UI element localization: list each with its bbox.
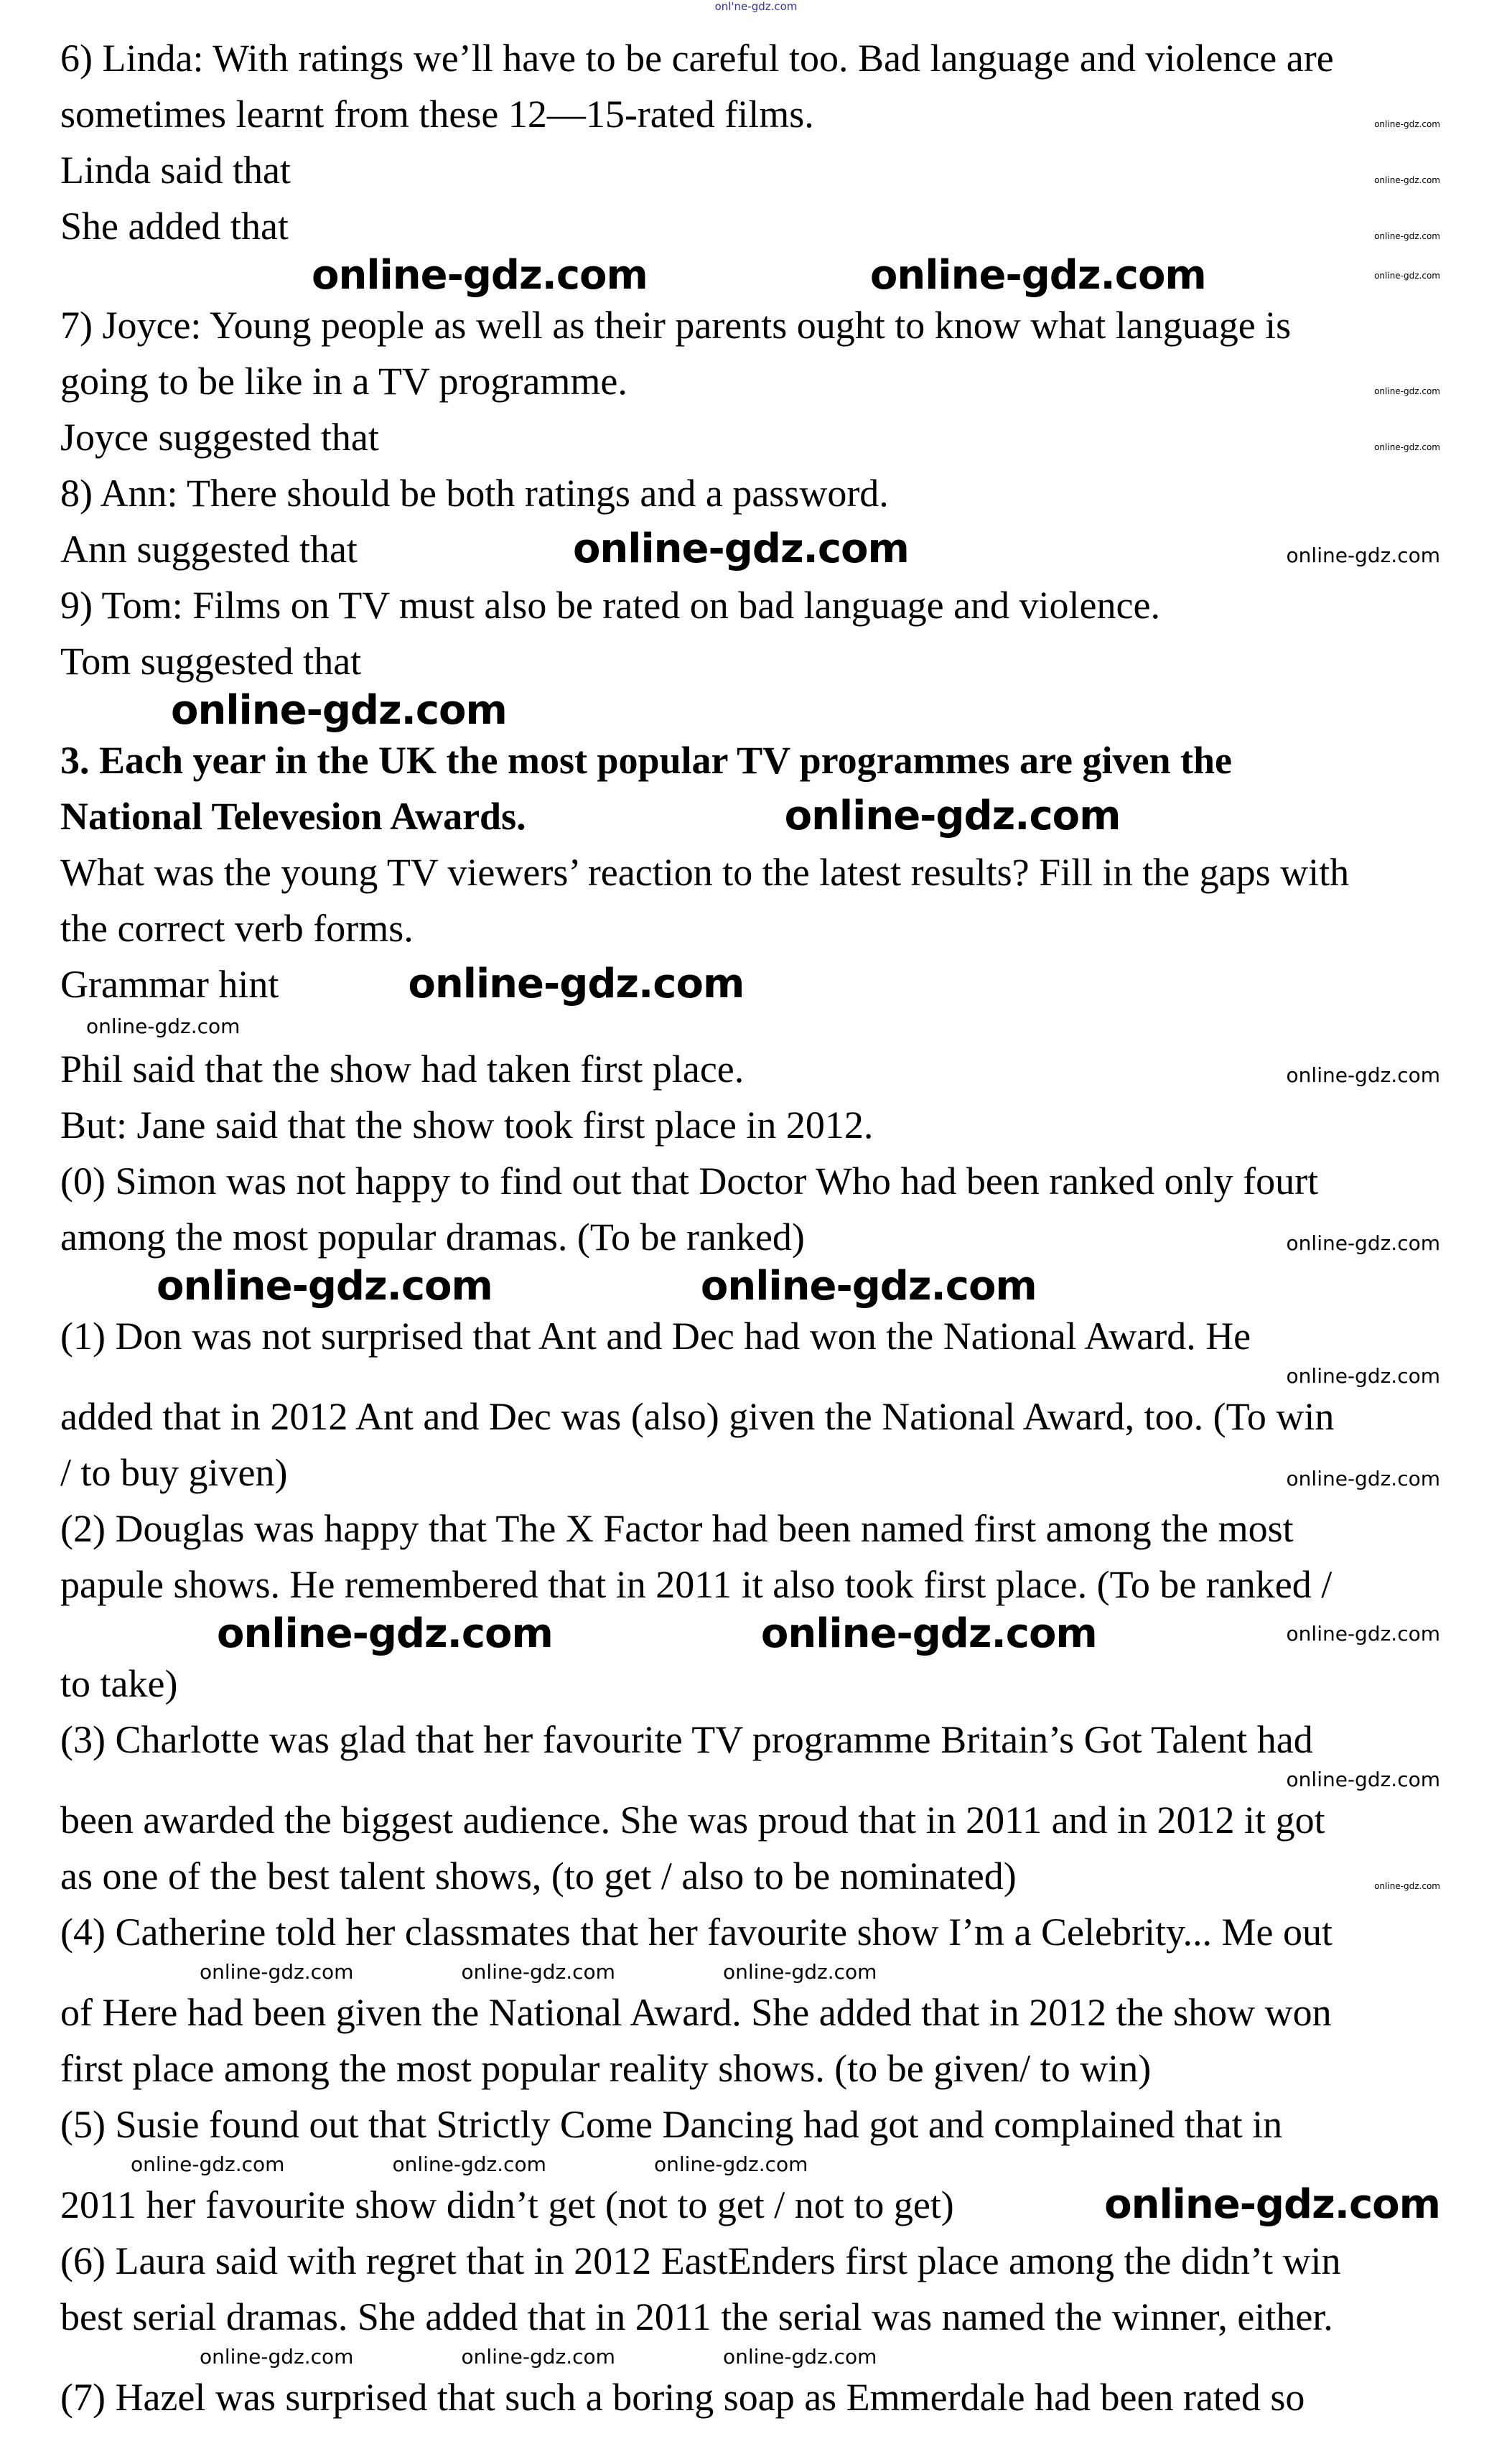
watermark: online-gdz.com [1286,1768,1440,1791]
ex3-item-2-line-1: (2) Douglas was happy that The X Factor had been named first among the most [60,1507,1294,1550]
row [0,1656,1512,1712]
watermark-row [0,689,1512,732]
ex3-item-5-line-2: 2011 her favourite show didn’t get (not to get / not to get) [60,2183,954,2226]
grammar-hint-label: Grammar hint [60,963,279,1006]
watermark: online-gdz.com [1374,231,1440,241]
ex3-item-6-line-2: best serial dramas. She added that in 2011 the serial was named the winner, either. [60,2295,1333,2338]
watermark: online-gdz.com [1286,1364,1440,1388]
watermark: online-gdz.com [1286,1622,1440,1646]
watermark: online-gdz.com [1374,442,1440,452]
hint-example-2: But: Jane said that the show took first place in 2012. [60,1104,874,1147]
watermark: online-gdz.com [217,1610,553,1657]
row [0,2177,1512,2233]
watermark: online-gdz.com [784,793,1121,839]
row [0,86,1512,142]
row [0,521,1512,577]
ex3-item-1-line-3: / to buy given) [60,1451,288,1494]
row [0,1557,1512,1613]
watermark: online-gdz.com [461,1960,615,1984]
row [0,1445,1512,1501]
row [0,956,1512,1012]
watermark: online-gdz.com [1374,386,1440,396]
item-6-prompt-2: She added that [60,205,289,248]
watermark: online-gdz.com [461,2345,615,2369]
ex3-item-4-line-2: of Here had been given the National Award. She added that in 2012 the show won [60,1991,1332,2034]
watermark: online-gdz.com [1374,271,1440,281]
watermark-row [0,1768,1512,1792]
row [0,30,1512,86]
row [0,2040,1512,2096]
watermark-row [0,1265,1512,1308]
watermark-row [0,1364,1512,1389]
watermark: online-gdz.com [1286,1063,1440,1087]
watermark: online-gdz.com [653,2152,808,2176]
row [0,1792,1512,1848]
row [0,633,1512,689]
ex3-item-2-line-2: papule shows. He remembered that in 2011 it also took first place. (To be ranked / [60,1563,1333,1606]
watermark: online-gdz.com [760,1610,1097,1657]
watermark: online-gdz.com [1104,2181,1440,2228]
hint-example-1: Phil said that the show had taken first place. [60,1048,745,1091]
row [0,1209,1512,1265]
watermark-row [0,1610,1512,1657]
row [0,844,1512,900]
row [0,2096,1512,2152]
ex3-item-6-line-1: (6) Laura said with regret that in 2012 EastEnders first place among the didn’t win [60,2239,1341,2282]
item-7-line-2: going to be like in a TV programme. [60,360,627,403]
row [0,142,1512,198]
watermark: online-gdz.com [700,1263,1037,1310]
watermark-row [0,2152,1512,2177]
row [0,1712,1512,1768]
row [0,1501,1512,1557]
row [0,409,1512,465]
ex3-item-1-line-1: (1) Don was not surprised that Ant and Dec had won the National Award. He [60,1315,1251,1358]
row [0,1848,1512,1904]
row [0,198,1512,254]
ex3-item-3-line-1: (3) Charlotte was glad that her favourite TV programme Britain’s Got Talent had [60,1718,1313,1761]
exercise-3-instruction-line-2: the correct verb forms. [60,907,414,950]
item-9-line-1: 9) Tom: Films on TV must also be rated on bad language and violence. [60,584,1160,627]
item-6-line-1: 6) Linda: With ratings we’ll have to be careful too. Bad language and violence are [60,37,1334,80]
watermark: online-gdz.com [1286,1467,1440,1490]
watermark: online-gdz.com [1374,175,1440,185]
watermark: online-gdz.com [157,1263,493,1310]
ex3-item-1-line-2: added that in 2012 Ant and Dec was (also) given the National Award, too. (To win [60,1395,1335,1438]
watermark-row [0,2345,1512,2369]
watermark: online-gdz.com [1286,1231,1440,1255]
ex3-item-4-line-1: (4) Catherine told her classmates that her favourite show I’m a Celebrity... Me out [60,1911,1333,1954]
watermark: online-gdz.com [86,1014,241,1038]
watermark: online-gdz.com [1286,543,1440,567]
row [0,465,1512,521]
row [0,1984,1512,2040]
watermark: online-gdz.com [1374,1881,1440,1891]
watermark: online-gdz.com [171,687,507,734]
watermark: online-gdz.com [131,2152,285,2176]
row [0,1041,1512,1097]
item-9-prompt-1: Tom suggested that [60,640,362,683]
ex3-item-4-line-3: first place among the most popular reality shows. (to be given/ to win) [60,2047,1152,2090]
watermark: online-gdz.com [200,1960,354,1984]
item-8-prompt-1: Ann suggested that [60,528,358,571]
row [0,1904,1512,1960]
row [0,788,1512,844]
row [0,2369,1512,2425]
item-6-line-2: sometimes learnt from these 12—15-rated films. [60,93,814,136]
row [0,577,1512,633]
row [0,2289,1512,2345]
exercise-3-heading-line-1: 3. Each year in the UK the most popular TV programmes are given the [60,739,1232,782]
item-7-line-1: 7) Joyce: Young people as well as their parents ought to know what language is [60,304,1292,347]
ex3-item-3-line-2: been awarded the biggest audience. She was proud that in 2011 and in 2012 it got [60,1798,1325,1842]
watermark: online-gdz.com [200,2345,354,2369]
watermark-row [0,254,1512,297]
ex3-item-2-line-3: to take) [60,1662,178,1705]
top-watermark-row [0,0,1512,30]
watermark: online-gdz.com [408,961,745,1007]
ex3-item-7-line-1: (7) Hazel was surprised that such a boring soap as Emmerdale had been rated so [60,2376,1305,2419]
row [0,1097,1512,1153]
row [0,2233,1512,2289]
ex3-item-5-line-1: (5) Susie found out that Strictly Come Dancing had got and complained that in [60,2103,1283,2146]
ex3-item-0-line-2: among the most popular dramas. (To be ranked) [60,1216,805,1259]
exercise-3-instruction-line-1: What was the young TV viewers’ reaction to the latest results? Fill in the gaps with [60,851,1350,894]
row [0,900,1512,956]
row [0,732,1512,788]
watermark: online-gdz.com [392,2152,546,2176]
watermark-row [0,1012,1512,1041]
watermark: online-gdz.com [1374,119,1440,129]
top-watermark: onl'ne-gdz.com [714,0,798,13]
ex3-item-3-line-3: as one of the best talent shows, (to get / also to be nominated) [60,1855,1017,1898]
ex3-item-0-line-1: (0) Simon was not happy to find out that Doctor Who had been ranked only fourt [60,1160,1319,1203]
watermark-row [0,1960,1512,1984]
row [0,1308,1512,1364]
item-7-prompt-1: Joyce suggested that [60,416,379,459]
watermark: online-gdz.com [572,526,909,572]
row [0,297,1512,353]
watermark: online-gdz.com [312,252,648,299]
exercise-3-heading-line-2: National Televesion Awards. [60,795,526,838]
watermark: online-gdz.com [722,1960,877,1984]
watermark: online-gdz.com [869,252,1206,299]
watermark: online-gdz.com [722,2345,877,2369]
row [0,1389,1512,1445]
item-8-line-1: 8) Ann: There should be both ratings and a password. [60,472,889,515]
item-6-prompt-1: Linda said that [60,149,291,192]
row [0,1153,1512,1209]
row [0,353,1512,409]
